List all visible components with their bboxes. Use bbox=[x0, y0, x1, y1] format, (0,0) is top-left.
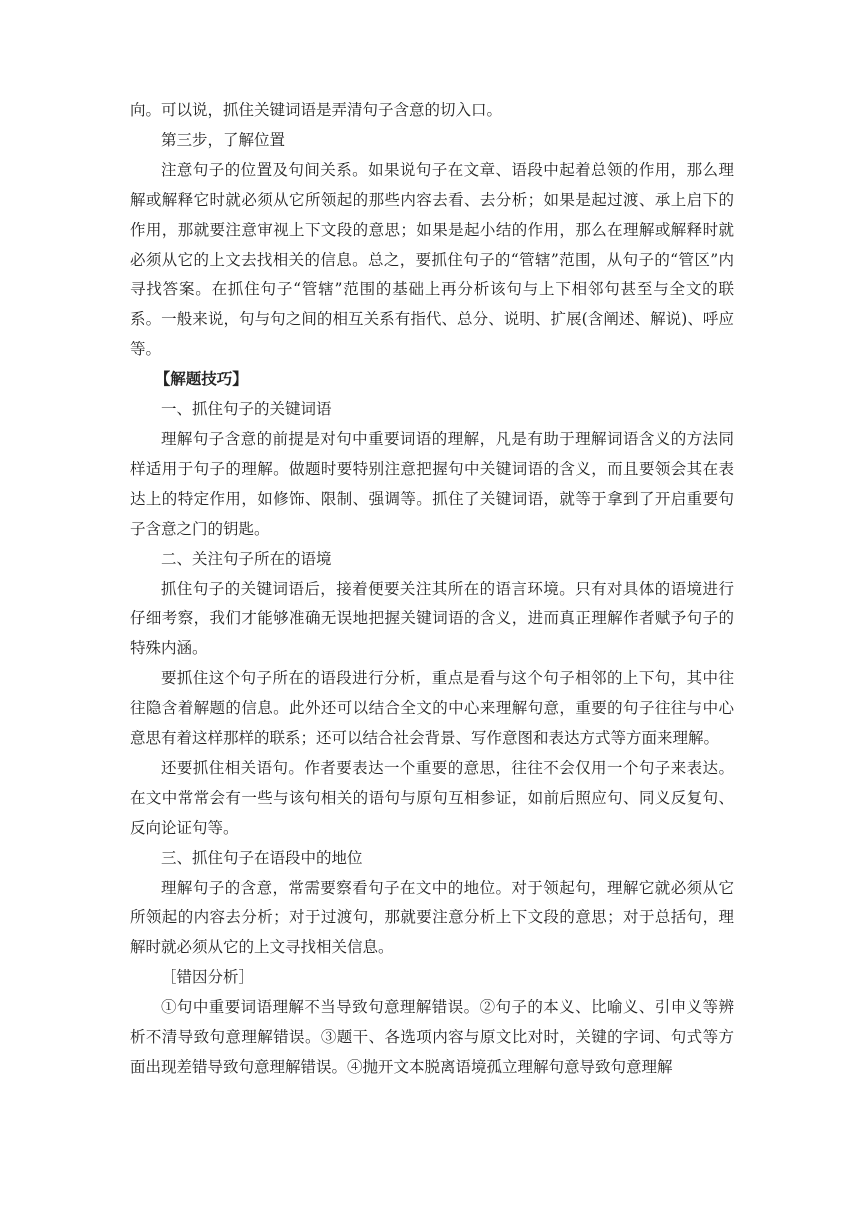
keywords-heading: 一、抓住句子的关键词语 bbox=[161, 400, 332, 419]
techniques-heading: 【解题技巧】 bbox=[154, 370, 248, 389]
position-in-passage-heading: 三、抓住句子在语段中的地位 bbox=[161, 848, 363, 867]
error-analysis-heading: ［错因分析］ bbox=[161, 968, 255, 987]
context-paragraph-2: 要抓住这个句子所在的语段进行分析，重点是看与这个句子相邻的上下句，其中往往隐含着解题的信息。此外还可以结合全文的中心来理解句意，重要的句子往往与中心意思有着这样那样的联系；还可以结合社会背景、写作意图和表达方式等方面来理解。 bbox=[130, 669, 734, 748]
context-paragraph-1: 抓住句子的关键词语后，接着便要关注其所在的语言环境。只有对具体的语境进行仔细考察，我们才能够准确无误地把握关键词语的含义，进而真正理解作者赋予句子的特殊内涵。 bbox=[130, 579, 734, 658]
document-page bbox=[130, 96, 734, 1083]
context-paragraph-3: 还要抓住相关语句。作者要表达一个重要的意思，往往不会仅用一个句子来表达。在文中常常会有一些与该句相关的语句与原句互相参证，如前后照应句、同义反复句、反向论证句等。 bbox=[130, 758, 734, 837]
keywords-paragraph: 理解句子含意的前提是对句中重要词语的理解，凡是有助于理解词语含义的方法同样适用于句子的理解。做题时要特别注意把握句中关键词语的含义，而且要领会其在表达上的特定作用，如修饰、限制、强调等。抓住了关键词语，就等于拿到了开启重要句子含意之门的钥匙。 bbox=[130, 429, 734, 538]
error-analysis-paragraph: ①句中重要词语理解不当导致句意理解错误。②句子的本义、比喻义、引申义等辨析不清导致句意理解错误。③题干、各选项内容与原文比对时，关键的字词、句式等方面出现差错导致句意理解错误。④抛开文本脱离语境孤立理解句意导致句意理解 bbox=[130, 998, 734, 1076]
position-in-passage-paragraph: 理解句子的含意，常需要察看句子在文中的地位。对于领起句，理解它就必须从它所领起的内容去分析；对于过渡句，那就要注意分析上下文段的意思；对于总括句，理解时就必须从它的上文寻找相关信息。 bbox=[130, 878, 734, 957]
position-paragraph: 注意句子的位置及句间关系。如果说句子在文章、语段中起着总领的作用，那么理解或解释它时就必须从它所领起的那些内容去看、去分析；如果是起过渡、承上启下的作用，那就要注意审视上下文段的意思；如果是起小结的作用，那么在理解或解释时就必须从它的上文去找相关的信息。总之，要抓住句子的“管辖”范围，从句子的“管区”内寻找答案。在抓住句子“管辖”范围的基础上再分析该句与上下相邻句甚至与全文的联系。一般来说，句与句之间的相互关系有指代、总分、说明、扩展(含阐述、解说)、呼应等。 bbox=[130, 160, 734, 359]
context-heading: 二、关注句子所在的语境 bbox=[161, 549, 332, 568]
paragraph-continuation: 向。可以说，抓住关键词语是弄清句子含意的切入口。 bbox=[130, 101, 503, 119]
step-three-heading: 第三步，了解位置 bbox=[161, 130, 286, 149]
